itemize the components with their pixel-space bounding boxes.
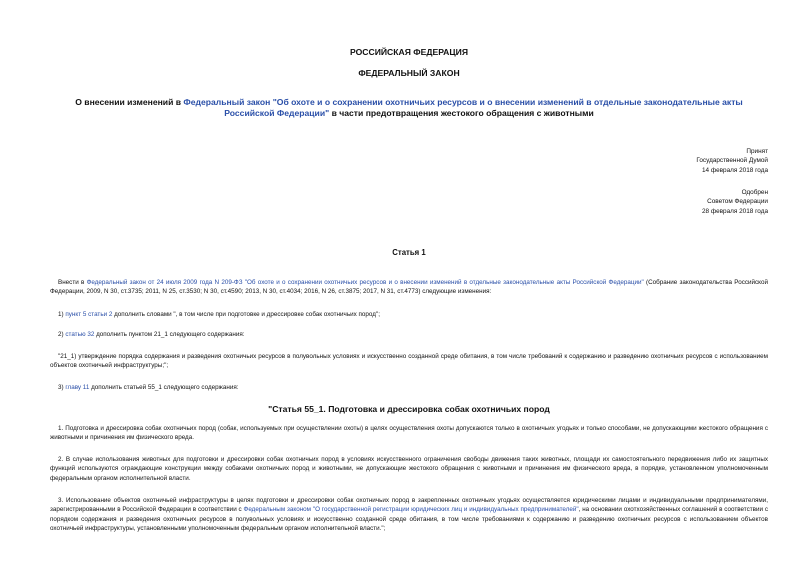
item-text: дополнить статьей 55_1 следующего содержания: — [89, 384, 239, 391]
article-55-1-title: "Статья 55_1. Подготовка и дрессировка собак охотничьих пород — [268, 404, 550, 414]
intro-suffix: (Собрание законодательства Российской Федерации, 2009, N 30, ст.3735; 2011, N 25, ст.3530; N 30, ст.4590; 2013, N 30, ст.4034; 2016, N 26, ст.3875; 2017, N 31, ст.4773) следующие изменения: — [50, 279, 769, 296]
item3-link[interactable]: главу 11 — [65, 384, 90, 391]
approval-date: 28 февраля 2018 года — [701, 207, 768, 215]
para-text: 1. Подготовка и дрессировка собак охотничьих пород (собак, используемых при осуществлении охоты) в целях осуществления охоты допускаются только в охотничьих угодьях и только способами, не допускающими жестокого обращения с животными и причинения им физического вреда. — [50, 425, 768, 442]
adoption-date: 14 февраля 2018 года — [701, 166, 768, 174]
intro-law-link[interactable]: Федеральный закон от 24 июля 2009 года N 209-ФЗ "Об охоте и о сохранении охотничьих ресурсов и о внесении изменений в отдельные законодательные акты Российской Федерации" — [86, 279, 644, 286]
item2-link[interactable]: статью 32 — [65, 331, 95, 338]
para-suffix: , на основании охотхозяйственных соглашений в соответствии с порядком содержания и разведения охотничьих ресурсов в полувольных условиях и искусственно созданной среде обитания, в том числе требованиями к содержанию и разведению охотничьих ресурсов с использованием объектов охотничьей инфраструктуры, установленными уполномоченным федеральным органом исполнительной власти."; — [50, 506, 768, 533]
para-text: 2. В случае использования животных для подготовки и дрессировки собак охотничьих пород в условиях искусственного ограничения свободы движения таких животных, площади их самостоятельного передвижения либо их защитных функций используются ограждающие конструкции между собаками охотничьих пород и животными, не допускающие жестокого обращения с животными и причинения им физического вреда, в порядке, установленном уполномоченным федеральным органом исполнительной власти. — [50, 456, 768, 482]
law-title-suffix: в части предотвращения жестокого обращения с животными — [329, 108, 594, 118]
para3-law-link[interactable]: Федеральным законом "О государственной регистрации юридических лиц и индивидуальных предпринимателей" — [243, 506, 579, 514]
law-title-link[interactable]: Федеральный закон "Об охоте и о сохранении охотничьих ресурсов и о внесении изменений в отдельные законодательные акты Российской Федерации" — [183, 97, 743, 118]
amendment-item-3 — [50, 383, 768, 392]
article-55-1-para-2 — [50, 455, 768, 483]
amendment-item-2 — [50, 330, 768, 339]
amendment-item-1 — [50, 310, 768, 319]
para-prefix: 3. Использование объектов охотничьей инфраструктуры в целях подготовки и дрессировки собак охотничьих пород в закрепленных охотничьих угодьях осуществляется юридическими лицами и индивидуальными предпринимателями, зарегистрированными в Российской Федерации в соответствии с — [50, 497, 768, 514]
header-law-type: ФЕДЕРАЛЬНЫЙ ЗАКОН — [358, 68, 460, 78]
item-text: дополнить пунктом 21_1 следующего содержания: — [94, 331, 245, 338]
intro-prefix: Внести в — [58, 279, 87, 286]
quote-text: "21_1) утверждение порядка содержания и разведения охотничьих ресурсов в полувольных условиях и искусственно созданной среде обитания, в том числе требований к содержанию и разведению охотничьих ресурсов с использованием объектов охотничьей инфраструктуры;"; — [50, 353, 768, 370]
header-federation: РОССИЙСКАЯ ФЕДЕРАЦИЯ — [349, 47, 469, 57]
article-55-1-para-3 — [50, 496, 768, 534]
item1-link[interactable]: пункт 5 статьи 2 — [65, 311, 113, 318]
approval-label: Одобрен — [741, 189, 768, 196]
article-intro — [50, 278, 768, 297]
adoption-body: Государственной Думой — [696, 157, 768, 165]
item-number: 1) — [58, 311, 66, 318]
item-text: дополнить словами ", в том числе при подготовке и дрессировке собак охотничьих пород"; — [112, 311, 380, 318]
adoption-label: Принят — [746, 148, 768, 155]
item-number: 3) — [58, 384, 66, 391]
adoption-federation-council — [702, 188, 768, 216]
article-55-1-para-1 — [50, 424, 768, 443]
item-number: 2) — [58, 331, 66, 338]
law-title-prefix: О внесении изменений в — [75, 97, 184, 107]
article-title: Статья 1 — [392, 248, 426, 257]
approval-body: Советом Федерации — [707, 198, 768, 206]
amendment-item-2-quote — [50, 352, 768, 371]
adoption-state-duma — [696, 147, 768, 175]
law-title — [70, 97, 748, 119]
